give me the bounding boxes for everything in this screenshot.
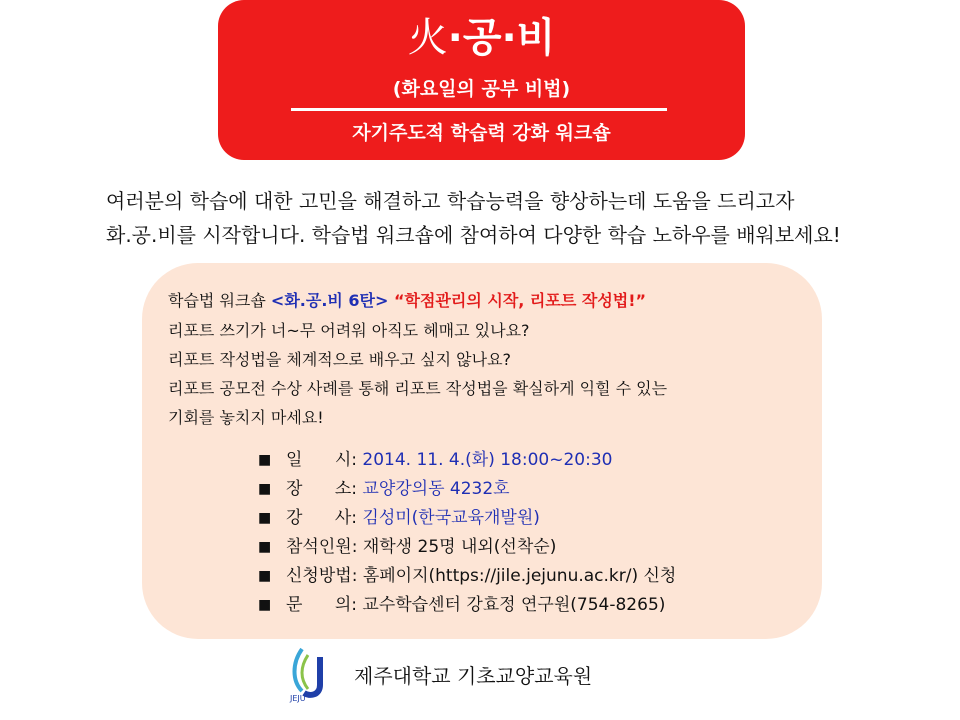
square-bullet-icon: ■ (258, 568, 272, 584)
detail-row-instructor (258, 504, 676, 533)
detail-label: 강 사: (286, 508, 363, 528)
detail-label: 참석인원: (286, 537, 363, 557)
square-bullet-icon: ■ (258, 510, 272, 526)
title-banner (218, 0, 745, 160)
detail-value: 재학생 25명 내외(선착순) (362, 537, 557, 557)
workshop-heading (168, 286, 646, 316)
footer (286, 644, 592, 704)
title-divider (291, 108, 667, 111)
intro-line: 여러분의 학습에 대한 고민을 해결하고 학습능력을 향상하는데 도움을 드리고자 (106, 189, 795, 213)
detail-value: 2014. 11. 4.(화) 18:00~20:30 (362, 450, 613, 470)
event-tagline: 자기주도적 학습력 강화 워크숍 (352, 122, 611, 144)
event-details (258, 446, 676, 620)
title-fire-char: 火 (407, 15, 448, 61)
workshop-topic: “학점관리의 시작, 리포트 작성법!” (388, 291, 647, 310)
organization-name: 제주대학교 기초교양교육원 (354, 663, 593, 688)
event-title (218, 16, 745, 60)
detail-value: 홈페이지(https://jile.jejunu.ac.kr/) 신청 (362, 566, 677, 586)
detail-value: 교수학습센터 강효정 연구원(754-8265) (362, 595, 666, 615)
event-subtitle: (화요일의 공부 비법) (392, 78, 571, 100)
intro-line: 화.공.비를 시작합니다. 학습법 워크숍에 참여하여 다양한 학습 노하우를 배워보세요! (106, 223, 841, 247)
detail-value: 교양강의동 4232호 (362, 479, 510, 499)
detail-label: 문 의: (286, 595, 363, 615)
intro-text (106, 184, 906, 252)
square-bullet-icon: ■ (258, 597, 272, 613)
description-line: 기회를 놓치지 마세요! (168, 408, 324, 427)
university-logo-icon (286, 645, 334, 703)
detail-row-inquiry (258, 591, 676, 620)
logo-text: JEJU (290, 694, 306, 703)
detail-label: 장 소: (286, 479, 363, 499)
detail-row-date (258, 446, 676, 475)
description-line: 리포트 작성법을 체계적으로 배우고 싶지 않나요? (168, 350, 512, 369)
detail-row-application (258, 562, 676, 591)
detail-label: 신청방법: (286, 566, 363, 586)
workshop-description (168, 316, 667, 432)
title-rest: ·공·비 (447, 15, 556, 61)
detail-row-attendees (258, 533, 676, 562)
detail-row-place (258, 475, 676, 504)
description-line: 리포트 쓰기가 너~무 어려워 아직도 헤매고 있나요? (168, 321, 530, 340)
square-bullet-icon: ■ (258, 481, 272, 497)
workshop-prefix: 학습법 워크숍 (168, 291, 271, 310)
detail-label: 일 시: (286, 450, 363, 470)
detail-value: 김성미(한국교육개발원) (362, 508, 540, 528)
description-line: 리포트 공모전 수상 사례를 통해 리포트 작성법을 확실하게 익힐 수 있는 (168, 379, 668, 398)
workshop-series: <화.공.비 6탄> (270, 291, 389, 310)
square-bullet-icon: ■ (258, 539, 272, 555)
square-bullet-icon: ■ (258, 452, 272, 468)
